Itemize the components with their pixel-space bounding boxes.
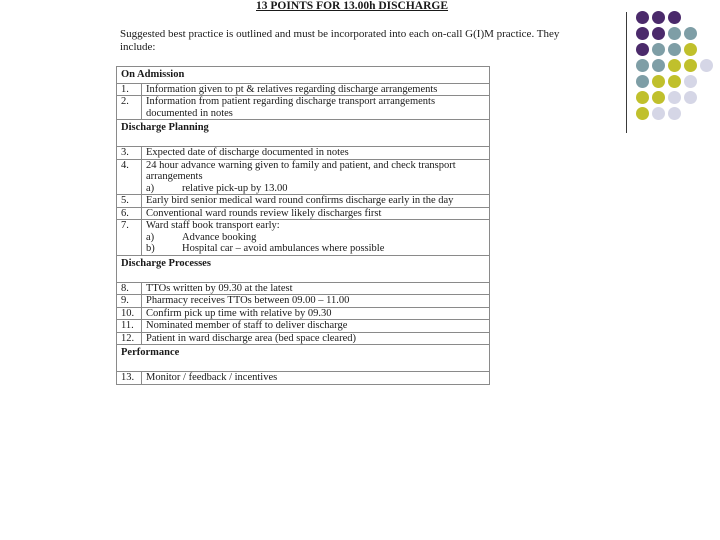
item-text: 24 hour advance warning given to family and patient, and check transport arrangements (146, 159, 456, 182)
decor-dot (684, 75, 697, 88)
decor-dot (700, 59, 713, 72)
item-number: 3. (117, 147, 142, 160)
item-text: Expected date of discharge documented in notes (142, 147, 490, 160)
sub-item-letter: a) (146, 182, 155, 194)
table-row (117, 159, 490, 195)
decor-dot (636, 91, 649, 104)
item-number: 4. (117, 159, 142, 195)
decor-dot (652, 75, 665, 88)
decor-dot (668, 43, 681, 56)
item-number: 7. (117, 220, 142, 256)
table-row (117, 307, 490, 320)
table-row (117, 195, 490, 208)
item-number: 10. (117, 307, 142, 320)
decor-dot (684, 27, 697, 40)
sub-item (146, 232, 485, 244)
decor-dot (652, 43, 665, 56)
decor-dot (668, 59, 681, 72)
decor-dot (668, 75, 681, 88)
item-text: Ward staff book transport early: (146, 220, 280, 231)
item-text: Early bird senior medical ward round confirms discharge early in the day (142, 195, 490, 208)
item-text: Monitor / feedback / incentives (142, 372, 490, 385)
table-row (117, 96, 490, 120)
item-number: 1. (117, 83, 142, 96)
decor-dot (636, 107, 649, 120)
item-number: 2. (117, 96, 142, 120)
sub-item-letter: b) (146, 243, 155, 254)
decor-dot (684, 59, 697, 72)
item-number: 8. (117, 282, 142, 295)
item-cell (142, 220, 490, 256)
decor-dot (652, 11, 665, 24)
decor-dot (636, 11, 649, 24)
decor-dot (652, 107, 665, 120)
decor-dot (668, 91, 681, 104)
item-number: 12. (117, 332, 142, 345)
sub-item-letter: a) (146, 231, 155, 243)
table-row (117, 207, 490, 220)
table-row (117, 220, 490, 256)
decor-dot (636, 27, 649, 40)
decor-dot (636, 59, 649, 72)
section-heading-performance: Performance (117, 345, 490, 372)
item-number: 9. (117, 295, 142, 308)
document-title: 13 POINTS FOR 13.00h DISCHARGE (256, 0, 449, 12)
decor-dot (636, 75, 649, 88)
sub-item-text: relative pick-up by 13.00 (182, 182, 288, 194)
table-row (117, 332, 490, 345)
section-header-row (117, 67, 490, 84)
decor-dot (652, 91, 665, 104)
sub-item (146, 243, 485, 255)
table-row (117, 83, 490, 96)
sub-item-text: Hospital car – avoid ambulances where possible (182, 243, 385, 254)
sub-item-text: Advance booking (182, 231, 257, 243)
item-text: Nominated member of staff to deliver discharge (142, 320, 490, 333)
decor-dot (684, 43, 697, 56)
item-number: 13. (117, 372, 142, 385)
section-header-row (117, 345, 490, 372)
item-text: Conventional ward rounds review likely discharges first (142, 207, 490, 220)
item-number: 11. (117, 320, 142, 333)
item-number: 6. (117, 207, 142, 220)
table-row (117, 295, 490, 308)
item-text: Information given to pt & relatives regarding discharge arrangements (142, 83, 490, 96)
decor-dot (668, 11, 681, 24)
discharge-points-table (116, 66, 490, 385)
item-text: Information from patient regarding discharge transport arrangements documented in notes (142, 96, 490, 120)
item-text: Pharmacy receives TTOs between 09.00 – 11.00 (142, 295, 490, 308)
table-row (117, 282, 490, 295)
item-number: 5. (117, 195, 142, 208)
decor-dot (652, 59, 665, 72)
decor-dot (652, 27, 665, 40)
table-row (117, 320, 490, 333)
section-heading-processes: Discharge Processes (117, 255, 490, 282)
section-header-row (117, 120, 490, 147)
decor-dot (684, 91, 697, 104)
decor-dot (668, 27, 681, 40)
sub-item (146, 183, 485, 195)
section-heading-planning: Discharge Planning (117, 120, 490, 147)
item-cell (142, 159, 490, 195)
decor-vertical-line (626, 12, 627, 133)
intro-text: Suggested best practice is outlined and must be incorporated into each on-call G(I)M practice. They include: (120, 28, 560, 53)
decor-dot (668, 107, 681, 120)
section-header-row (117, 255, 490, 282)
table-row (117, 372, 490, 385)
item-text: Patient in ward discharge area (bed space cleared) (142, 332, 490, 345)
table-row (117, 147, 490, 160)
item-text: Confirm pick up time with relative by 09.30 (142, 307, 490, 320)
item-text: TTOs written by 09.30 at the latest (142, 282, 490, 295)
section-heading-admission: On Admission (117, 67, 490, 84)
decor-dot (636, 43, 649, 56)
